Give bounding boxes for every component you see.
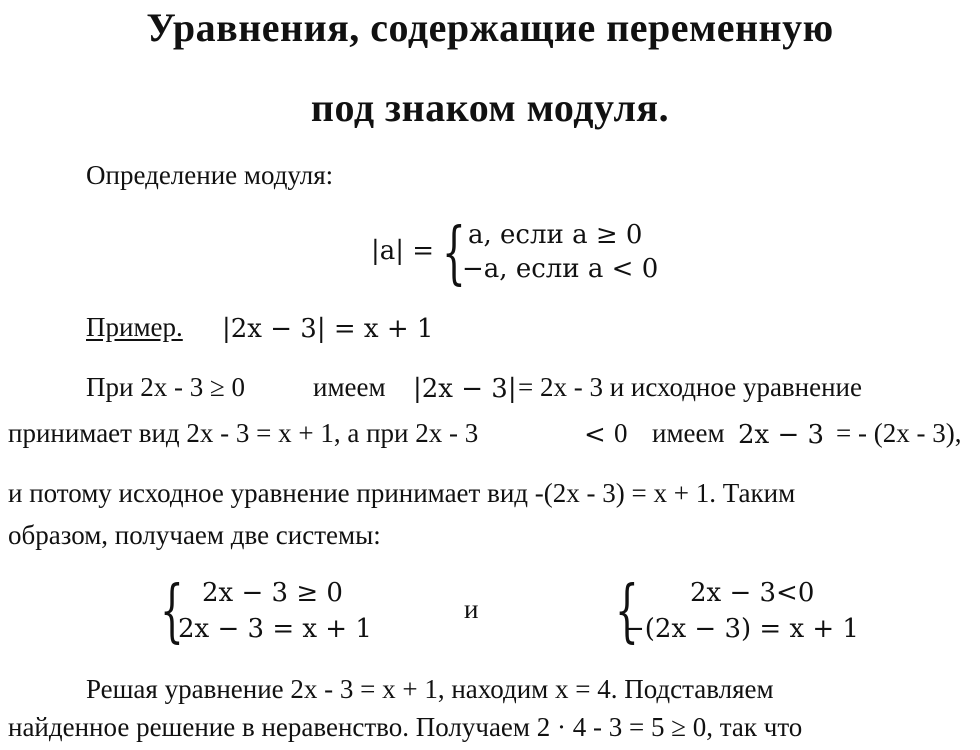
system-left-row-2: 2x − 3 = x + 1 [178, 614, 372, 644]
definition-case-1: a, если a ≥ 0 [468, 220, 643, 250]
para1-line2-zero: 0 [614, 418, 628, 448]
para1-line1-d: = 2x - 3 и исходное уравнение [518, 372, 862, 402]
system-right-row-2: −(2x − 3) = x + 1 [623, 614, 859, 644]
para2-line1: Решая уравнение 2x - 3 = x + 1, находим x = 4. Подставляем [86, 674, 774, 704]
para1-line2-d: имеем [652, 418, 725, 448]
definition-label: Определение модуля: [86, 160, 334, 190]
para1-line2-f: = - (2x - 3), [836, 418, 962, 448]
para1-line2-a: принимает вид 2x - 3 = x + 1, а при 2x - 3 [8, 418, 479, 448]
para1-line3: и потому исходное уравнение принимает вид -(2x - 3) = x + 1. Таким [8, 478, 796, 508]
example-label-text: Пример. [86, 312, 183, 342]
example-equation: |2x − 3| = x + 1 [222, 314, 434, 344]
para1-line1-abs: |2x − 3| [413, 374, 517, 404]
definition-lhs: |a| = [371, 236, 435, 266]
example-label [86, 312, 183, 343]
system-left-brace: { [160, 572, 184, 651]
para1-line1-b: имеем [313, 372, 386, 402]
para1-line2-expr: 2x − 3 [738, 420, 825, 450]
system-right-brace: { [615, 572, 639, 651]
para1-line2-lt: < [584, 420, 606, 450]
system-right-row-1: 2x − 3<0 [690, 578, 815, 608]
definition-brace: { [442, 214, 466, 293]
para1-line1-a: При 2x - 3 ≥ 0 [86, 372, 246, 402]
para1-line4: образом, получаем две системы: [8, 520, 381, 550]
definition-case-2: −a, если a < 0 [462, 254, 659, 284]
system-left-row-1: 2x − 3 ≥ 0 [202, 578, 343, 608]
para2-line2: найденное решение в неравенство. Получаем 2 · 4 - 3 = 5 ≥ 0, так что [8, 712, 803, 742]
page-title-line-1: Уравнения, содержащие переменную [146, 5, 834, 50]
page-title-line-2: под знаком модуля. [310, 85, 670, 130]
systems-conjunction: и [464, 594, 479, 624]
